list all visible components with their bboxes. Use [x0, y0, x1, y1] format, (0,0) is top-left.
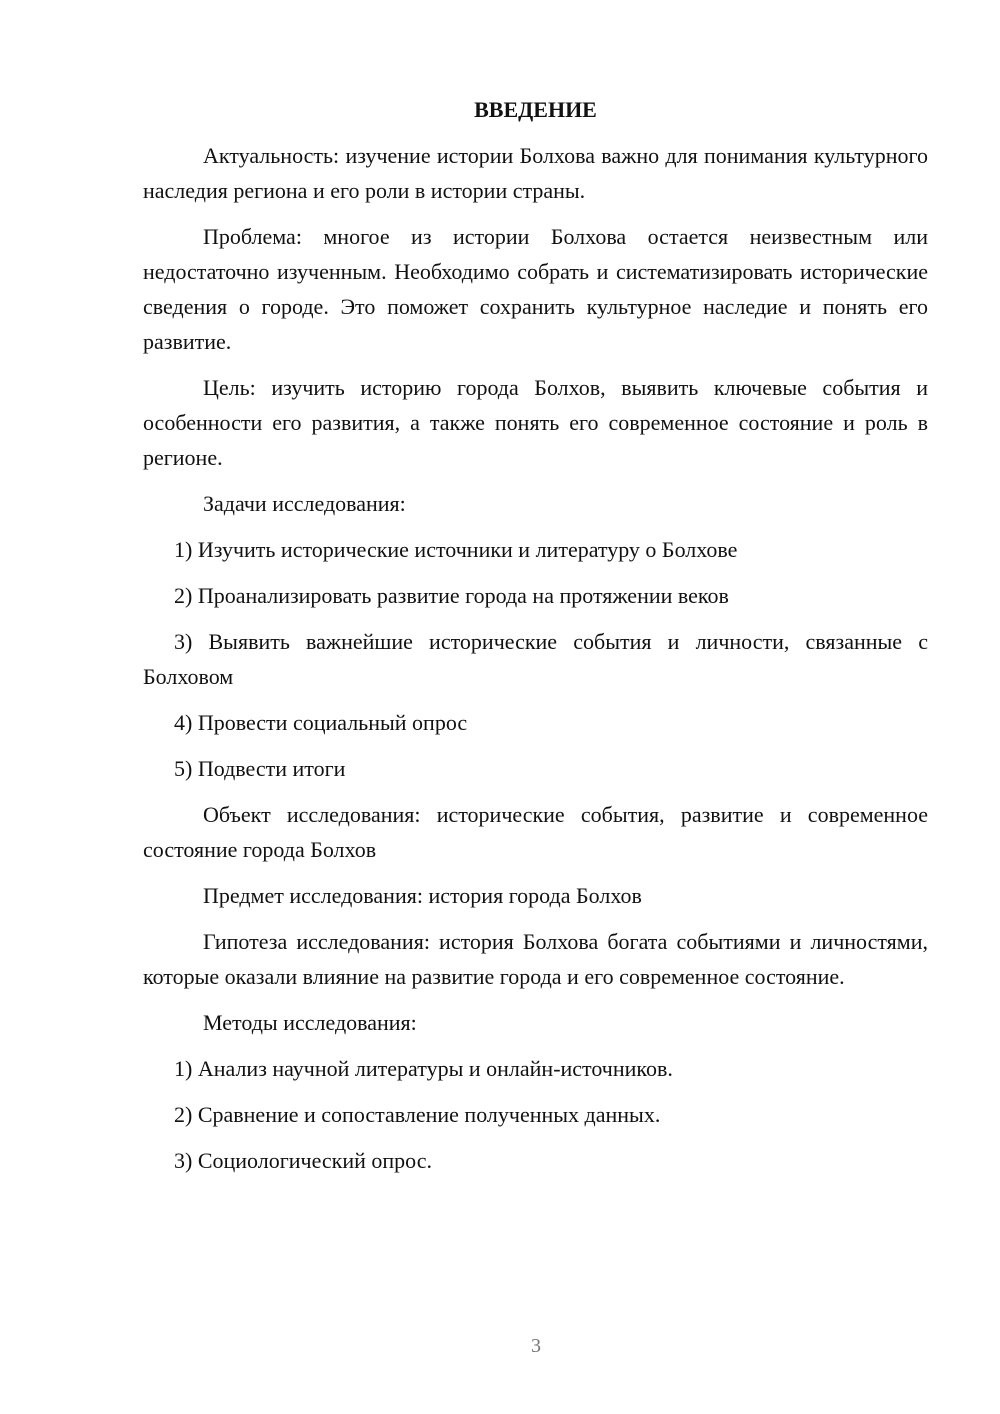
tasks-heading: Задачи исследования: — [203, 491, 406, 516]
page-content — [143, 92, 928, 1189]
problem-paragraph: Проблема: многое из истории Болхова остается неизвестным или недостаточно изученным. Необходимо собрать и систематизировать исторические сведения о городе. Это поможет сохранить культурное наследие и понять его развитие. — [143, 224, 928, 354]
object-paragraph: Объект исследования: исторические события, развитие и современное состояние города Болхов — [143, 802, 928, 862]
task-item: 4) Провести социальный опрос — [174, 710, 468, 735]
section-title: ВВЕДЕНИЕ — [474, 97, 597, 122]
relevance-paragraph: Актуальность: изучение истории Болхова важно для понимания культурного наследия региона и его роли в истории страны. — [143, 143, 928, 203]
method-item: 3) Социологический опрос. — [174, 1148, 432, 1173]
subject-paragraph: Предмет исследования: история города Болхов — [203, 883, 642, 908]
methods-heading: Методы исследования: — [203, 1010, 417, 1035]
page-number: 3 — [531, 1335, 541, 1357]
task-item: 3) Выявить важнейшие исторические события и личности, связанные с Болховом — [143, 629, 928, 689]
task-item: 1) Изучить исторические источники и литературу о Болхове — [174, 537, 738, 562]
method-item: 1) Анализ научной литературы и онлайн-источников. — [174, 1056, 673, 1081]
task-item: 2) Проанализировать развитие города на протяжении веков — [174, 583, 729, 608]
method-item: 2) Сравнение и сопоставление полученных данных. — [174, 1102, 661, 1127]
goal-paragraph: Цель: изучить историю города Болхов, выявить ключевые события и особенности его развития, а также понять его современное состояние и роль в регионе. — [143, 375, 928, 470]
hypothesis-paragraph: Гипотеза исследования: история Болхова богата событиями и личностями, которые оказали влияние на развитие города и его современное состояние. — [143, 929, 928, 989]
task-item: 5) Подвести итоги — [174, 756, 346, 781]
